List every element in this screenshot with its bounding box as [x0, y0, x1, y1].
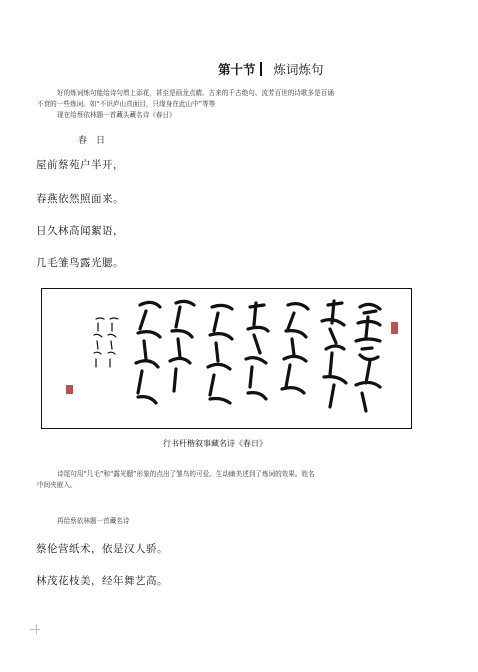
cursor-bar: [260, 62, 262, 76]
poem-line: 日久林高闻絮语，: [36, 225, 124, 237]
page-corner-mark: [36, 624, 37, 634]
section-number: 第十节: [218, 62, 256, 77]
page-corner-mark: [30, 629, 40, 630]
poem-title: 春 日: [78, 136, 106, 146]
intro-line-1: 好的炼词炼句能给诗句增上添花，甚至是画龙点睛。古来的千古绝句、流芳百世的诗歌多是百诵: [57, 89, 334, 97]
commentary-line-2: 中间夹嵌入。: [37, 481, 77, 489]
poem-line: 屋前蔡苑户半开，: [36, 159, 124, 171]
calligraphy-strokes: [94, 301, 380, 411]
commentary-line-1: 诗尾句用“几毛”和“露光腮”形象的点出了雏鸟的可爱。生动幽美述到了炼词的效果。姓名: [57, 470, 315, 478]
poem-line: 几毛雏鸟露光腮。: [36, 257, 124, 269]
poem-line: 春燕依然照面来。: [36, 193, 124, 205]
poem2-line: 林茂花枝美，经年舞艺高。: [36, 575, 168, 587]
poem2-intro: 再给蔡依林题一首藏名诗: [57, 517, 130, 525]
calligraphy-artwork: [41, 288, 412, 429]
calligraphy-image: [42, 289, 410, 427]
seal-stamp: [391, 322, 398, 334]
section-title: 炼词炼句: [273, 62, 324, 77]
artwork-caption: 行书杆楷叙事藏名诗《春日》: [163, 439, 267, 448]
poem2-line: 蔡伦营纸术，依是汉人骄。: [36, 543, 168, 555]
intro-line-2: 不衰的一些炼词。如“不识庐山真面目，只缘身在此山中”等等: [37, 100, 216, 108]
intro-line-3: 现在给蔡依林题一首藏头藏名诗《春日》: [57, 111, 176, 119]
section-heading: [218, 60, 324, 78]
seal-stamp: [66, 385, 73, 394]
